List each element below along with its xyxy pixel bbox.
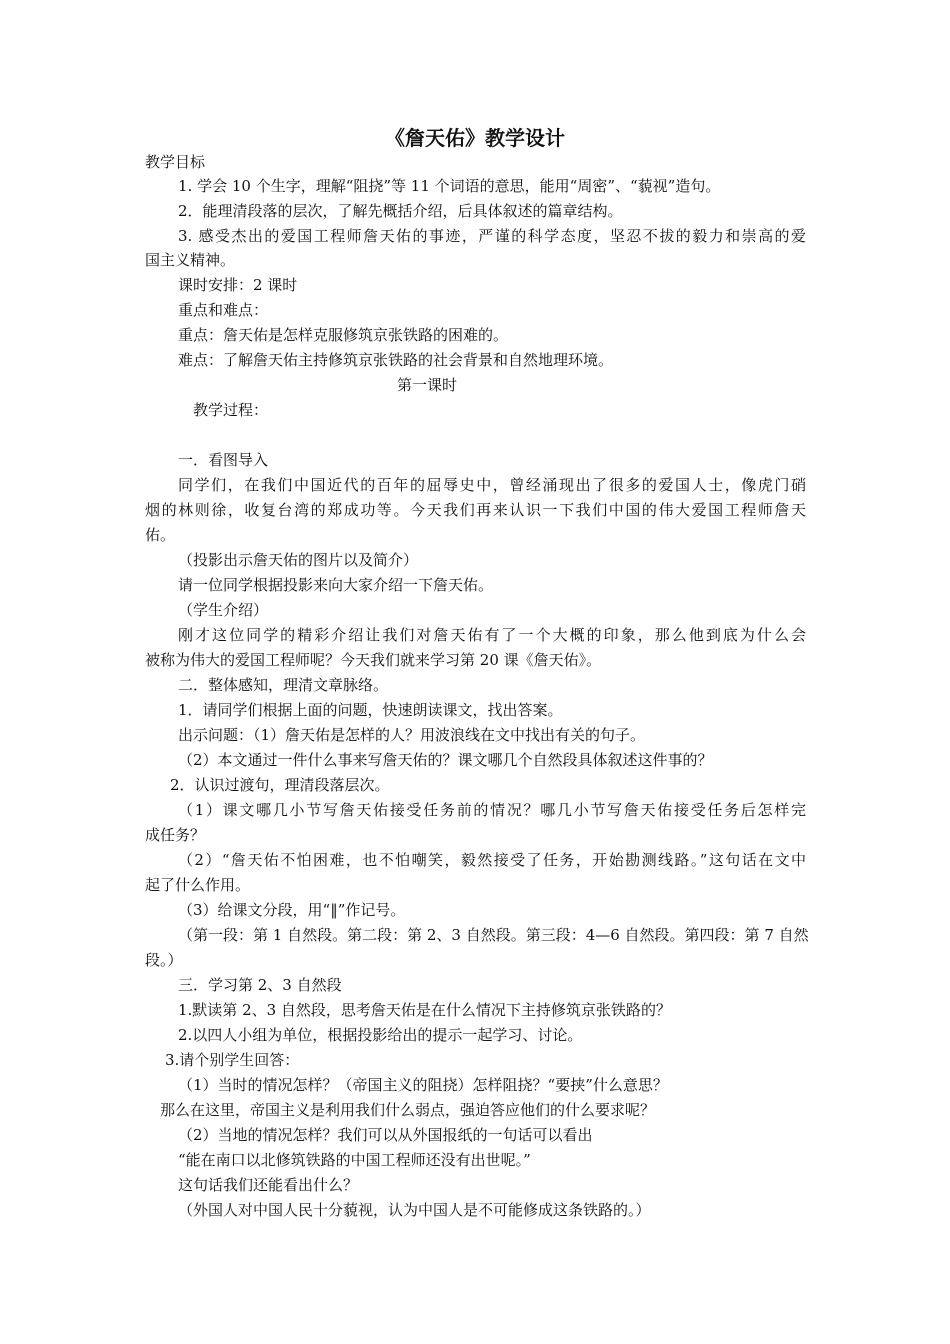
document-title: 《詹天佑》教学设计 xyxy=(385,126,565,150)
paragraph-line: 刚才这位同学的精彩介绍让我们对詹天佑有了一个大概的印象，那么他到底为什么会 xyxy=(178,626,806,644)
paragraph-line: 这句话我们还能看出什么？ xyxy=(178,1176,359,1194)
paragraph-line: （1）当时的情况怎样？（帝国主义的阻挠）怎样阻挠？“要挟”什么意思？ xyxy=(178,1076,668,1094)
paragraph-line: 请一位同学根据投影来向大家介绍一下詹天佑。 xyxy=(178,576,494,594)
paragraph-line: （2）本文通过一件什么事来写詹天佑的？课文哪几个自然段具体叙述这件事的？ xyxy=(178,751,713,769)
paragraph-line: 重点：詹天佑是怎样克服修筑京张铁路的困难的。 xyxy=(178,326,509,344)
paragraph-line: 重点和难点： xyxy=(178,301,269,319)
paragraph-line: （2）“詹天佑不怕困难，也不怕嘲笑，毅然接受了任务，开始勘测线路。”这句话在文中 xyxy=(178,851,806,869)
paragraph-line: 段。） xyxy=(145,951,183,969)
paragraph-line: 出示问题：（1）詹天佑是怎样的人？用波浪线在文中找出有关的句子。 xyxy=(178,726,646,744)
paragraph-line: 3.请个别学生回答： xyxy=(165,1051,300,1069)
section-heading-objectives: 教学目标 xyxy=(145,153,206,171)
section-heading: 三．学习第 2、3 自然段 xyxy=(178,976,342,994)
paragraph-line: 起了什么作用。 xyxy=(145,876,251,894)
lesson-heading: 第一课时 xyxy=(397,376,458,394)
paragraph-line: 成任务？ xyxy=(145,826,206,844)
quote-line: “能在南口以北修筑铁路的中国工程师还没有出世呢。” xyxy=(178,1151,531,1169)
paragraph-line: 1.默读第 2、3 自然段，思考詹天佑是在什么情况下主持修筑京张铁路的？ xyxy=(178,1001,671,1019)
paragraph-line: 烟的林则徐，收复台湾的郑成功等。今天我们再来认识一下我们中国的伟大爱国工程师詹天 xyxy=(145,501,806,519)
paragraph-line: （第一段：第 1 自然段。第二段：第 2、3 自然段。第三段：4—6 自然段。第四段：第 7 自然 xyxy=(178,926,809,944)
paragraph-line: （3）给课文分段，用“‖”作记号。 xyxy=(178,901,406,919)
paragraph-line: 2．能理清段落的层次，了解先概括介绍，后具体叙述的篇章结构。 xyxy=(178,202,623,220)
paragraph-line: 2．认识过渡句，理清段落层次。 xyxy=(170,776,390,794)
paragraph-line: （2）当地的情况怎样？我们可以从外国报纸的一句话可以看出 xyxy=(178,1126,593,1144)
paragraph-line: 1. 学会 10 个生字，理解“阻挠”等 11 个词语的意思，能用“周密”、“藐视”造句。 xyxy=(178,177,721,195)
paragraph-line: 佑。 xyxy=(145,526,176,544)
paragraph-line: 同学们，在我们中国近代的百年的屈辱史中，曾经涌现出了很多的爱国人士，像虎门硝 xyxy=(178,476,806,494)
section-heading: 二．整体感知，理清文章脉络。 xyxy=(178,676,389,694)
paragraph-line: 那么在这里，帝国主义是利用我们什么弱点，强迫答应他们的什么要求呢？ xyxy=(160,1101,656,1119)
paragraph-line: 2.以四人小组为单位，根据投影给出的提示一起学习、讨论。 xyxy=(178,1026,583,1044)
section-heading: 一．看图导入 xyxy=(178,451,269,469)
paragraph-line: 被称为伟大的爱国工程师呢？今天我们就来学习第 20 课《詹天佑》。 xyxy=(145,651,602,669)
paragraph-line: （投影出示詹天佑的图片以及简介） xyxy=(178,551,419,569)
paragraph-line: 教学过程： xyxy=(193,401,269,419)
paragraph-line: （1）课文哪几小节写詹天佑接受任务前的情况？哪几小节写詹天佑接受任务后怎样完 xyxy=(178,801,806,819)
paragraph-line: 国主义精神。 xyxy=(145,251,236,269)
paragraph-line: （外国人对中国人民十分藐视，认为中国人是不可能修成这条铁路的。） xyxy=(178,1201,651,1219)
paragraph-line: 3. 感受杰出的爱国工程师詹天佑的事迹，严谨的科学态度，坚忍不拔的毅力和崇高的爱 xyxy=(178,227,806,245)
paragraph-line: 难点：了解詹天佑主持修筑京张铁路的社会背景和自然地理环境。 xyxy=(178,351,614,369)
paragraph-line: 1．请同学们根据上面的问题，快速朗读课文，找出答案。 xyxy=(178,701,563,719)
paragraph-line: 课时安排：2 课时 xyxy=(178,276,298,294)
paragraph-line: （学生介绍） xyxy=(178,601,269,619)
